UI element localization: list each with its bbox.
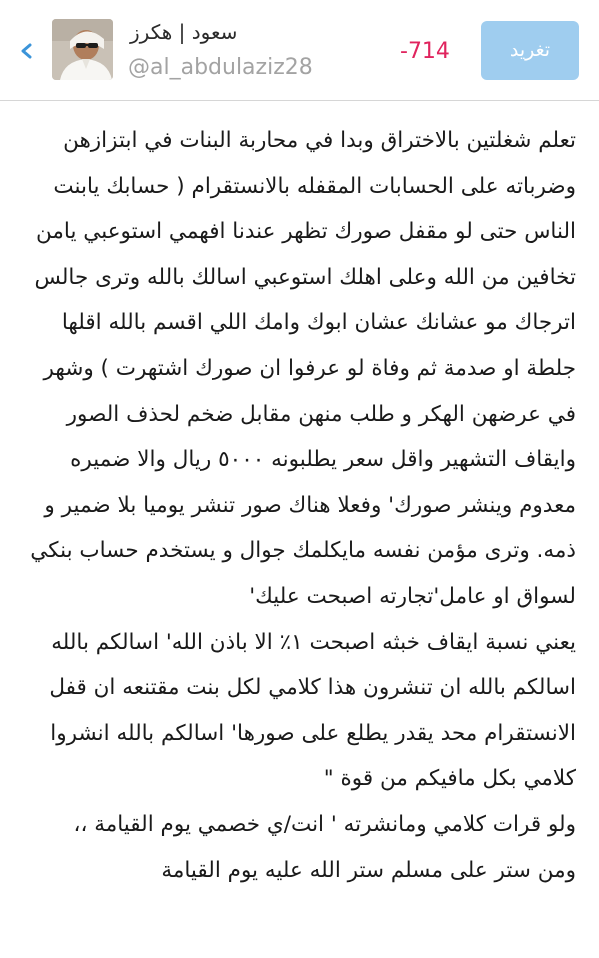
tweet-line: في عرضهن الهكر و طلب منهن مقابل ضخم لحذف الصور — [66, 401, 576, 427]
user-handle: @al_abdulaziz28 — [128, 55, 313, 80]
tweet-line: ولو قرات كلامي ومانشرته ' انت/ي خصمي يوم القيامة ،، — [73, 811, 576, 837]
tweet-line: جلطة او صدمة ثم وفاة لو عرفوا ان صورك اشتهرت ) وشهر — [43, 355, 576, 381]
tweet-line: اترجاك مو عشانك عشان ابوك وامك اللي اقسم بالله اقلها — [61, 310, 576, 336]
compose-header — [0, 0, 599, 101]
chevron-left-icon-graphic — [14, 36, 40, 66]
tweet-line: لسواق او عامل'تجارته اصبحت عليك' — [249, 583, 576, 609]
chevron-left-icon[interactable] — [14, 36, 40, 66]
tweet-text[interactable] — [24, 118, 576, 893]
tweet-button[interactable]: تغريد — [481, 21, 579, 80]
display-name: سعود | هكرز — [130, 20, 238, 44]
tweet-line: تعلم شغلتين بالاختراق وبدا في محاربة البنات في ابتزازهن — [63, 128, 576, 153]
tweet-line: وضرباته على الحسابات المقفله بالانستقرام ( حسابك يابنت — [53, 173, 576, 199]
tweet-line: كلامي بكل مافيكم من قوة " — [323, 766, 576, 792]
tweet-line: تخافين من الله وعلى اهلك استوعبي اسالك بالله وترى جالس — [34, 264, 576, 290]
character-counter: -714 — [400, 39, 450, 64]
tweet-line: الانستقرام محد يقدر يطلع على صورها' اسالكم بالله انشروا — [50, 720, 576, 746]
tweet-line: الناس حتى لو مقفل صورك تظهر عندنا افهمي استوعبي يامن — [36, 219, 576, 245]
avatar-photo — [52, 19, 113, 80]
tweet-line: ومن ستر على مسلم ستر الله عليه يوم القيامة — [161, 857, 576, 883]
avatar — [52, 19, 113, 80]
tweet-line: معدوم وينشر صورك' وفعلا هناك صور تنشر يوميا بلا ضمير و — [44, 492, 576, 518]
tweet-line: يعني نسبة ايقاف خبثه اصبحت ١٪ الا باذن الله' اسالكم بالله — [51, 629, 576, 655]
tweet-line: وايقاف التشهير واقل سعر يطلبونه ٥٠٠٠ ريال والا ضميره — [70, 447, 576, 473]
tweet-line: اسالكم بالله ان تنشرون هذا كلامي لكل بنت مقتنعه ان قفل — [49, 675, 576, 701]
tweet-line: ذمه. وترى مؤمن نفسه مايكلمك جوال و يستخدم حساب بنكي — [30, 538, 576, 564]
